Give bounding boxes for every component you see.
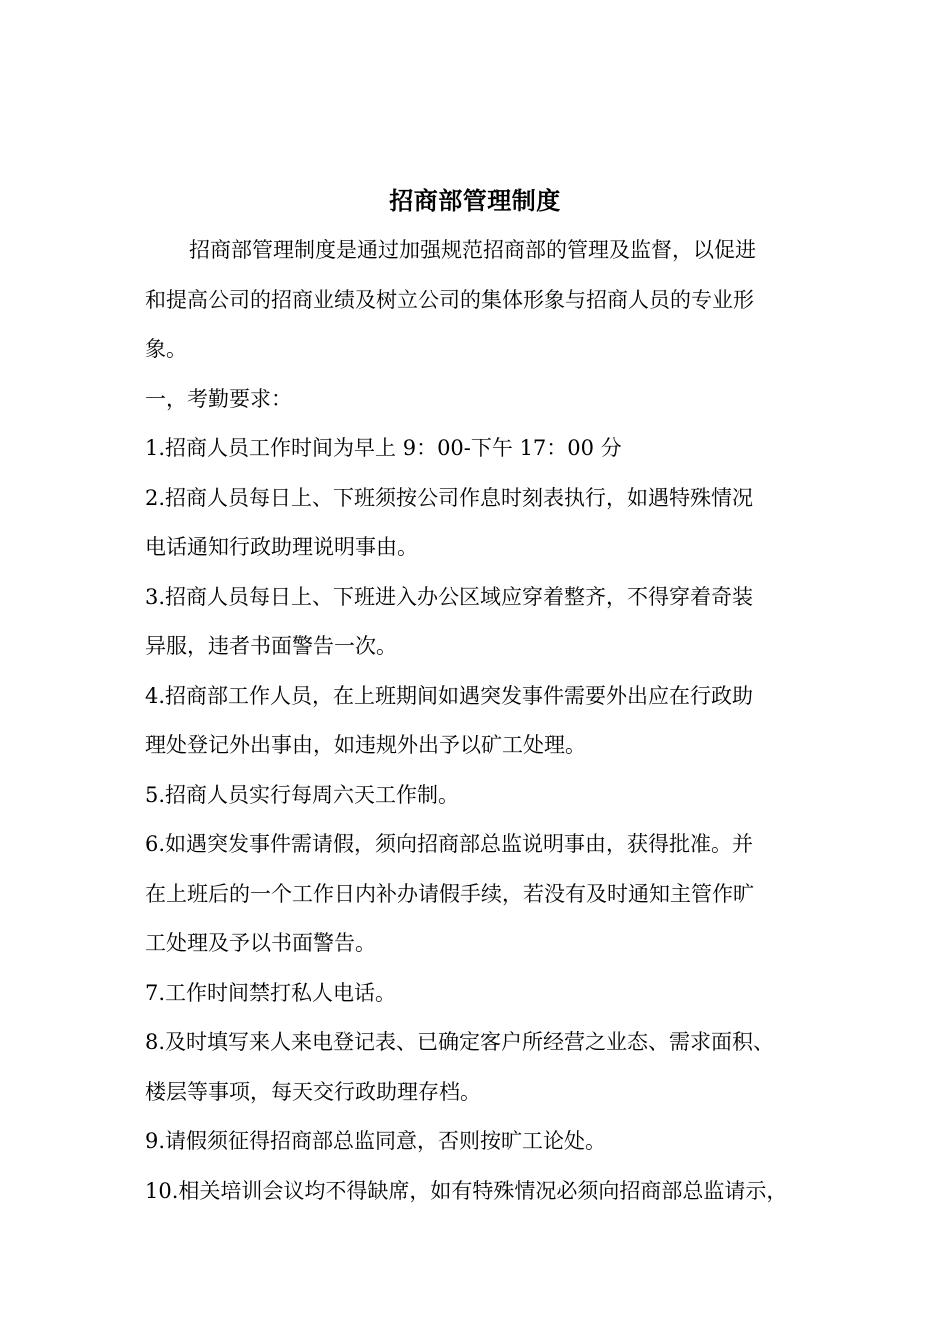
rule-item-9: 9.请假须征得招商部总监同意，否则按旷工论处。 [145,1129,607,1153]
rule-item-8: 8.及时填写来人来电登记表、已确定客户所经营之业态、需求面积、 [145,1030,775,1054]
rule-item-4-continued: 理处登记外出事由，如违规外出予以矿工处理。 [145,733,586,757]
rule-item-4: 4.招商部工作人员，在上班期间如遇突发事件需要外出应在行政助 [145,683,754,708]
rule-item-6: 6.如遇突发事件需请假，须向招商部总监说明事由，获得批准。并 [145,832,754,856]
rule-item-1: 1.招商人员工作时间为早上 9：00-下午 17：00 分 [145,436,622,460]
document-title: 招商部管理制度 [389,186,561,215]
intro-paragraph-line: 招商部管理制度是通过加强规范招商部的管理及监督，以促进 [189,238,756,262]
rule-item-5: 5.招商人员实行每周六天工作制。 [145,782,460,807]
rule-item-2-continued: 电话通知行政助理说明事由。 [145,535,418,559]
document-body [145,232,825,1222]
rule-item-7: 7.工作时间禁打私人电话。 [145,980,397,1005]
intro-paragraph-line: 和提高公司的招商业绩及树立公司的集体形象与招商人员的专业形 [145,287,754,312]
rule-item-2: 2.招商人员每日上、下班须按公司作息时刻表执行，如遇特殊情况 [145,485,754,510]
intro-paragraph-line: 象。 [145,337,187,361]
section-heading-attendance: 一，考勤要求： [145,386,292,411]
rule-item-6-continued: 在上班后的一个工作日内补办请假手续，若没有及时通知主管作旷 [145,881,754,906]
rule-item-10: 10.相关培训会议均不得缺席，如有特殊情况必须向招商部总监请示， [145,1178,788,1203]
rule-item-8-continued: 楼层等事项，每天交行政助理存档。 [145,1079,481,1104]
rule-item-3: 3.招商人员每日上、下班进入办公区域应穿着整齐，不得穿着奇装 [145,584,754,609]
rule-item-6-continued: 工处理及予以书面警告。 [145,931,376,955]
rule-item-3-continued: 异服，违者书面警告一次。 [145,634,397,658]
